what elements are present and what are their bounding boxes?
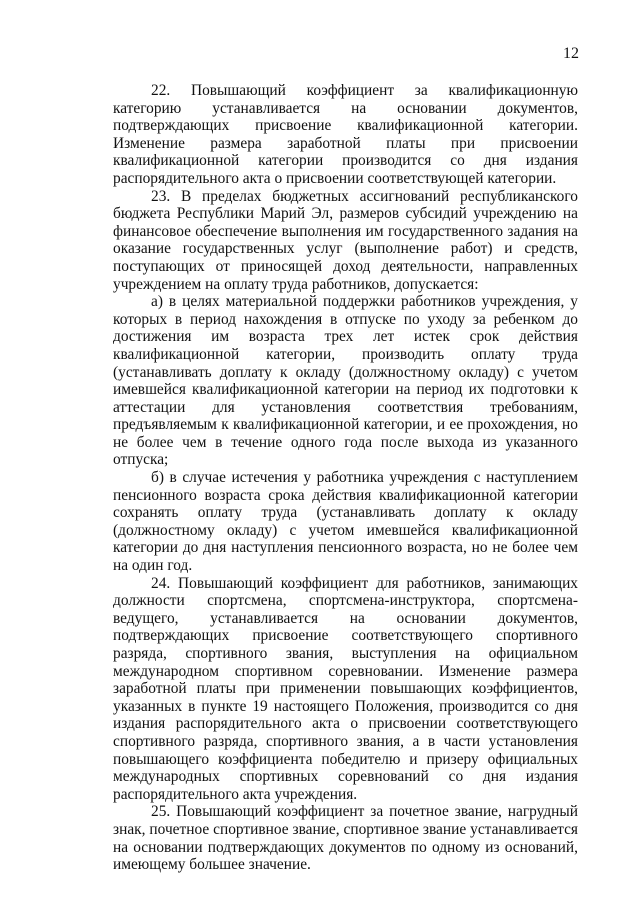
document-body (113, 82, 578, 874)
paragraph-23-b: б) в случае истечения у работника учреждения с наступлением пенсионного возраста срока действия квалификационной категории сохранять оплату труда (устанавливать доплату к окладу (должностному окладу) с учетом имевшейся квалификационной категории до дня наступления пенсионного возраста, но не более чем на один год. (113, 469, 578, 575)
paragraph-25: 25. Повышающий коэффициент за почетное звание, нагрудный знак, почетное спортивное звание, спортивное звание устанавливается на основании подтверждающих документов по одному из оснований, имеющему большее значение. (113, 803, 578, 874)
paragraph-24: 24. Повышающий коэффициент для работников, занимающих должности спортсмена, спортсмена-инструктора, спортсмена-ведущего, устанавливается на основании документов, подтверждающих присвоение соответствующего спортивного разряда, спортивного звания, выступления на официальном международном спортивном соревновании. Изменение размера заработной платы при применении повышающих коэффициентов, указанных в пункте 19 настоящего Положения, производится со дня издания распорядительного акта о присвоении соответствующего спортивного разряда, спортивного звания, а в части установления повышающего коэффициента победителю и призеру официальных международных спортивных соревнований со дня издания распорядительного акта учреждения. (113, 574, 578, 803)
page-number: 12 (563, 45, 579, 62)
paragraph-23: 23. В пределах бюджетных ассигнований республиканского бюджета Республики Марий Эл, размеров субсидий учреждению на финансовое обеспечение выполнения им государственного задания на оказание государственных услуг (выполнение работ) и средств, поступающих от приносящей доход деятельности, направленных учреждением на оплату труда работников, допускается: (113, 187, 578, 293)
paragraph-22: 22. Повышающий коэффициент за квалификационную категорию устанавливается на основании документов, подтверждающих присвоение квалификационной категории. Изменение размера заработной платы при присвоении квалификационной категории производится со дня издания распорядительного акта о присвоении соответствующей категории. (113, 82, 578, 187)
paragraph-23-a: а) в целях материальной поддержки работников учреждения, у которых в период нахождения в отпуске по уходу за ребенком до достижения им возраста трех лет истек срок действия квалификационной категории, производить оплату труда (устанавливать доплату к окладу (должностному окладу) с учетом имевшейся квалификационной категории на период их подготовки к аттестации для установления соответствия требованиям, предъявляемым к квалификационной категории, и ее прохождения, но не более чем в течение одного года после выхода из указанного отпуска; (113, 293, 578, 469)
